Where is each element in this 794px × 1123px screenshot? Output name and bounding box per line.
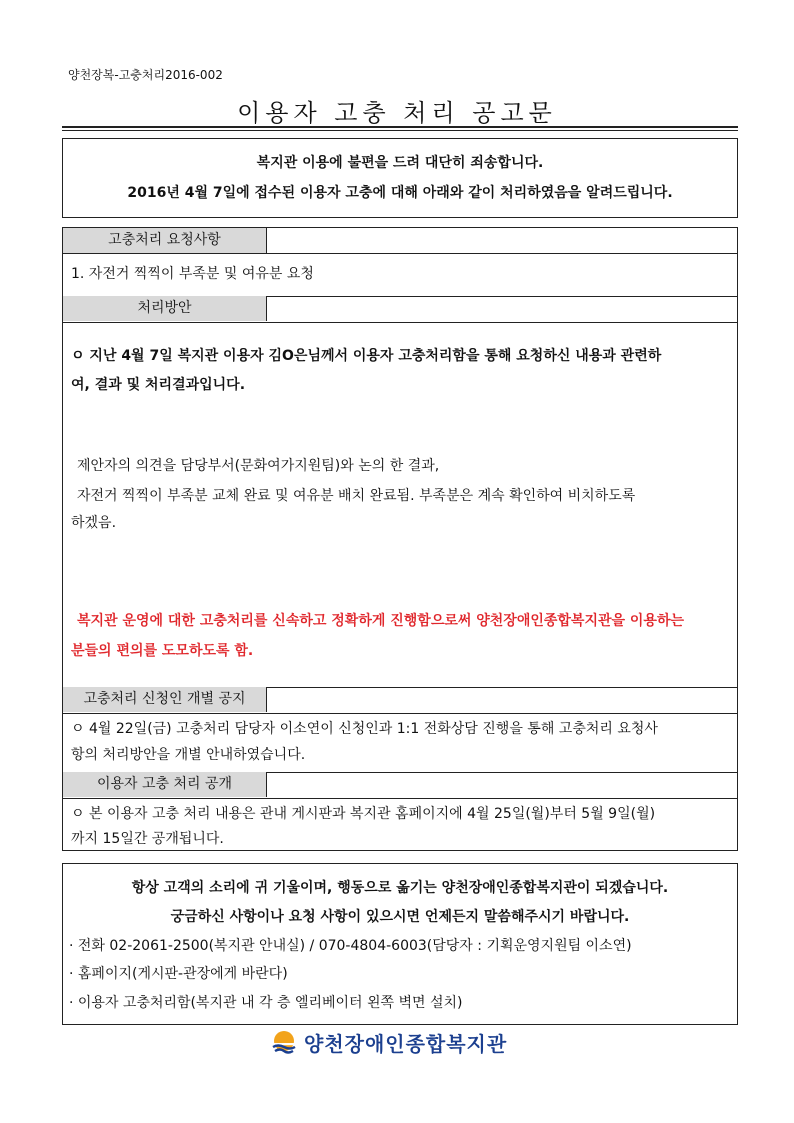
resolution-closing-line1: 복지관 운영에 대한 고충처리를 신속하고 정확하게 진행함으로써 양천장애인종합복지관을 이용하는	[77, 613, 684, 629]
divider	[63, 798, 737, 799]
disclosure-header: 이용자 고충 처리 공개	[63, 772, 267, 797]
contact-suggestion-box: · 이용자 고충처리함(복지관 내 각 층 엘리베이터 왼쪽 벽면 설치)	[69, 995, 463, 1011]
divider	[63, 713, 737, 714]
resolution-para2: 제안자의 의견을 담당부서(문화여가지원팀)와 논의 한 결과,	[77, 458, 440, 474]
intro-box	[62, 138, 738, 218]
resolution-para1-line1: ㅇ 지난 4월 7일 복지관 이용자 김O은님께서 이용자 고충처리함을 통해 요청하신 내용과 관련하	[71, 348, 662, 364]
complaint-table	[62, 227, 738, 851]
org-logo	[270, 1027, 507, 1057]
resolution-closing-line2: 분들의 편의를 도모하도록 함.	[71, 643, 254, 659]
disclosure-line1: ㅇ 본 이용자 고충 처리 내용은 관내 게시판과 복지관 홈페이지에 4월 25일(월)부터 5월 9일(월)	[71, 806, 656, 822]
divider	[63, 253, 737, 254]
document-number: 양천장복-고충처리2016-002	[68, 68, 223, 82]
contact-invite: 궁금하신 사항이나 요청 사항이 있으시면 언제든지 말씀해주시기 바랍니다.	[170, 909, 630, 925]
notice-line2: 항의 처리방안을 개별 안내하였습니다.	[71, 747, 306, 763]
org-name: 양천장애인종합복지관	[304, 1031, 508, 1056]
contact-motto: 항상 고객의 소리에 귀 기울이며, 행동으로 옮기는 양천장애인종합복지관이 되겠습니다.	[131, 880, 669, 896]
notice-header: 고충처리 신청인 개별 공지	[63, 687, 267, 712]
contact-box	[62, 863, 738, 1025]
intro-apology: 복지관 이용에 불편을 드려 대단히 죄송합니다.	[256, 155, 544, 171]
request-content: 1. 자전거 찍찍이 부족분 및 여유분 요청	[71, 266, 314, 282]
disclosure-line2: 까지 15일간 공개됩니다.	[71, 831, 224, 847]
notice-line1: ㅇ 4월 22일(금) 고충처리 담당자 이소연이 신청인과 1:1 전화상담 진행을 통해 고충처리 요청사	[71, 721, 658, 737]
title-underline-thin	[62, 130, 738, 131]
resolution-para3-line1: 자전거 찍찍이 부족분 교체 완료 및 여유분 배치 완료됨. 부족분은 계속 확인하여 비치하도록	[77, 488, 636, 504]
contact-phone: · 전화 02-2061-2500(복지관 안내실) / 070-4804-6003(담당자 : 기획운영지원팀 이소연)	[69, 938, 632, 954]
sun-wave-logo-icon	[270, 1028, 298, 1056]
request-header: 고충처리 요청사항	[63, 228, 267, 253]
contact-homepage: · 홈페이지(게시판-관장에게 바란다)	[69, 966, 288, 982]
resolution-header: 처리방안	[63, 296, 267, 321]
resolution-para1-line2: 여, 결과 및 처리결과입니다.	[71, 377, 246, 393]
resolution-para3-line2: 하겠음.	[71, 515, 117, 531]
intro-statement: 2016년 4월 7일에 접수된 이용자 고충에 대해 아래와 같이 처리하였음을 알려드립니다.	[127, 185, 673, 201]
divider	[63, 322, 737, 323]
page-title: 이용자 고충 처리 공고문	[237, 99, 557, 127]
title-underline	[62, 126, 738, 128]
